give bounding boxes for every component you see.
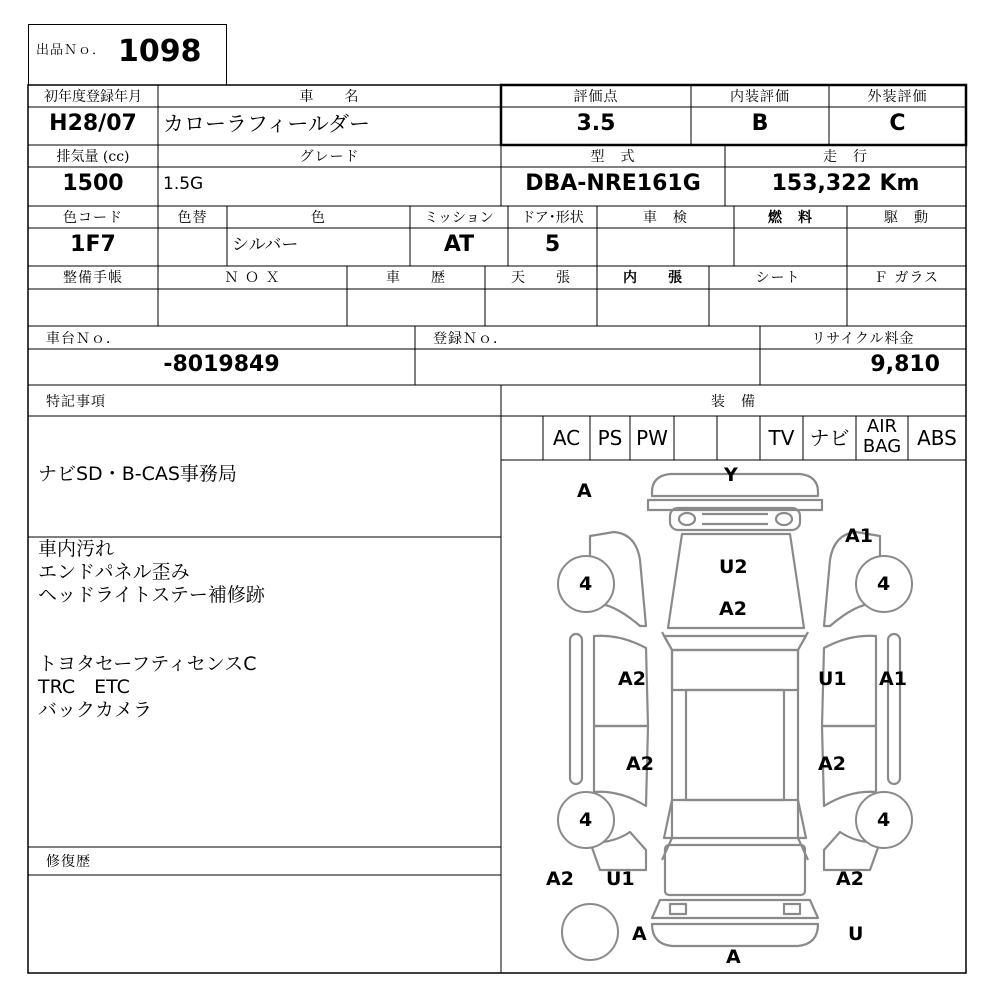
exterior-label: 外装評価 [867, 89, 928, 105]
color-label: 色 [311, 210, 326, 226]
registration-label: 登録Ｎｏ． [433, 331, 508, 347]
lot-number: 1098 [118, 34, 202, 69]
first-reg-label: 初年度登録年月 [44, 89, 142, 105]
car-name-label: 車 名 [299, 89, 360, 105]
mark-right-side: A1 [879, 668, 907, 690]
history-label: 車 歴 [386, 270, 446, 286]
displacement-label: 排気量 (cc) [56, 149, 130, 165]
sunroof-label: 天 張 [511, 270, 571, 286]
mark-left-quarter: A2 [546, 868, 574, 890]
mark-right-quarter: A2 [836, 868, 864, 890]
mark-tire-front-left: 4 [579, 573, 593, 595]
mark-tire-front-right: 4 [877, 573, 891, 595]
equip-tv: TV [768, 426, 795, 450]
chassis-value: -8019849 [163, 352, 280, 377]
equip-air: AIR [866, 416, 898, 437]
chassis-label: 車台Ｎｏ． [46, 331, 121, 347]
score-label: 評価点 [573, 89, 619, 105]
interior-label: 内装評価 [730, 89, 790, 105]
door-value: 5 [544, 232, 561, 257]
spare-tire [562, 904, 618, 960]
mission-value: AT [443, 232, 475, 257]
maintenance-label: 整備手帳 [63, 270, 123, 286]
equipment-label: 装 備 [711, 394, 756, 410]
equip-navi: ナビ [809, 426, 850, 450]
lot-number-label: 出品Ｎｏ． [36, 43, 107, 58]
exterior-value: C [889, 111, 906, 136]
color-value: シルバー [232, 235, 299, 255]
rear-bumper-part [652, 900, 818, 918]
fuel-label: 燃 料 [768, 210, 813, 226]
equip-pw: PW [636, 426, 668, 450]
grille-part [670, 508, 800, 530]
glass-label: Ｆ ガラス [873, 270, 940, 286]
equip-ps: PS [597, 426, 623, 450]
recycle-value: 9,810 [870, 352, 940, 377]
mark-right-rear-door: A2 [818, 753, 846, 775]
first-reg-value: H28/07 [49, 111, 137, 136]
equip-abs: ABS [917, 426, 957, 450]
inspection-label: 車 検 [643, 210, 688, 226]
car-name-value: カローラフィールダー [163, 112, 371, 136]
mark-hood-1: U2 [719, 556, 748, 578]
remark-line-1: ナビSD・B-CAS事務局 [38, 463, 237, 485]
mark-hood-2: A2 [719, 598, 747, 620]
remarks-label: 特記事項 [46, 394, 106, 410]
remark-line-3: エンドパネル歪み [38, 561, 190, 583]
mark-left-front-door: A2 [618, 668, 646, 690]
door-label: ドア･形状 [521, 210, 584, 226]
roof-part [686, 690, 784, 800]
model-label: 型 式 [590, 149, 636, 165]
mark-tire-rear-right: 4 [877, 809, 891, 831]
equip-bag: BAG [862, 436, 902, 457]
windshield-part [664, 636, 806, 650]
nox-label: Ｎ Ｏ Ｘ [224, 270, 281, 286]
mark-right-front-fender: A1 [845, 525, 873, 547]
remark-line-4: ヘッドライトステー補修跡 [38, 584, 265, 606]
mark-left-rear-door: A2 [626, 753, 654, 775]
mark-right-front-door: U1 [818, 668, 847, 690]
mark-tire-rear-left: 4 [579, 809, 593, 831]
recycle-label: リサイクル料金 [811, 331, 915, 347]
interior-value: B [751, 111, 769, 136]
mark-front-bumper: Y [724, 464, 738, 486]
mark-rear-right: U [848, 923, 864, 945]
model-value: DBA-NRE161G [525, 171, 701, 196]
equip-ac: AC [552, 426, 581, 450]
mark-rear-bumper: A [726, 946, 741, 968]
grade-value: 1.5G [163, 174, 204, 194]
mark-rear-left: A [632, 923, 647, 945]
displacement-value: 1500 [62, 171, 124, 196]
mark-left-quarter-2: U1 [606, 868, 635, 890]
color-code-label: 色コード [63, 210, 123, 226]
seat-label: シート [755, 270, 801, 286]
mileage-label: 走 行 [823, 149, 868, 165]
repair-history-label: 修復歴 [46, 854, 91, 870]
remark-line-5: トヨタセーフティセンスC [38, 653, 257, 675]
color-change-label: 色替 [177, 210, 208, 226]
remark-line-2: 車内汚れ [38, 538, 115, 560]
interior-trim-label: 内 張 [623, 270, 683, 286]
color-code-value: 1F7 [70, 232, 116, 257]
grade-label: グレード [299, 149, 360, 165]
remark-line-6: TRC ETC [38, 676, 130, 698]
score-value: 3.5 [576, 111, 616, 136]
mark-front-left: A [577, 480, 592, 502]
trunk-part [665, 845, 805, 895]
mission-label: ミッション [424, 210, 494, 226]
remark-line-7: バックカメラ [38, 699, 153, 721]
drive-label: 駆 動 [884, 210, 929, 226]
mileage-value: 153,322 Km [771, 171, 920, 196]
